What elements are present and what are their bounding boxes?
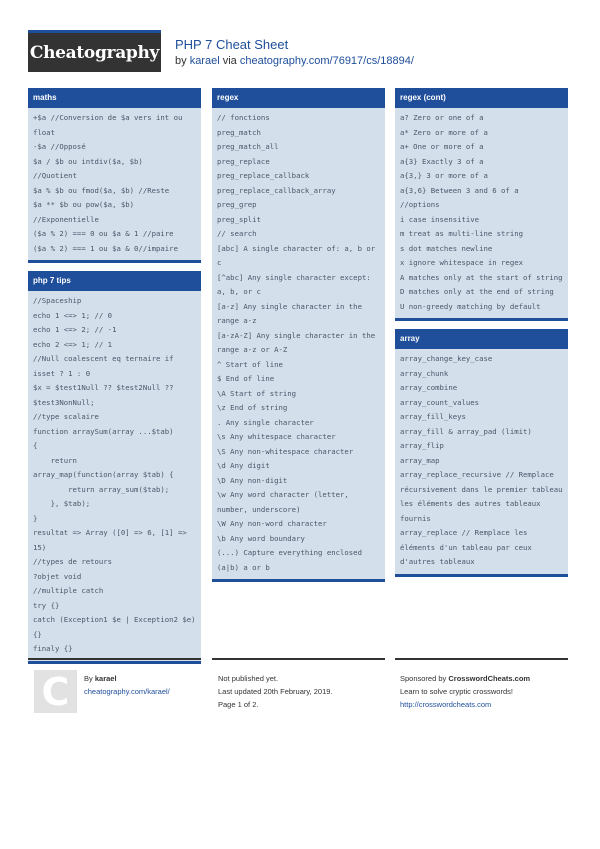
code-line: array_fill_keys [400, 412, 466, 421]
section-maths [28, 88, 201, 263]
title-block [175, 37, 414, 67]
code-line: } [33, 513, 38, 523]
code-line: return array_sum($tab); [33, 484, 170, 494]
code-line: // fonctions [217, 113, 270, 122]
code-line: catch (Exception1 $e | Exception2 $e){} [33, 615, 196, 639]
code-line: . Any single character [217, 417, 314, 427]
code-line: $ End of line [217, 374, 275, 383]
code-line: A matches only at the start of string [400, 272, 563, 282]
footer-by-prefix: By [84, 674, 93, 683]
byline-via: via [222, 55, 237, 67]
section-php7-tips [28, 271, 201, 664]
code-line: //options [400, 200, 440, 209]
code-line: \z End of string [217, 403, 288, 412]
section-regex [212, 88, 385, 582]
code-line: array_map [400, 455, 440, 465]
section-header: maths [28, 88, 201, 108]
code-line: m treat as multi-line string [400, 229, 524, 238]
code-line: $a / $b ou intdiv($a, $b) [33, 156, 143, 166]
avatar-letter: C [41, 669, 70, 714]
section-header: regex [212, 88, 385, 108]
code-line: preg_grep [217, 200, 257, 209]
code-line: a+ One or more of a [400, 142, 484, 151]
sponsor-name: CrosswordCheats.com [448, 674, 531, 683]
sponsor-link[interactable]: http://crosswordcheats.com [400, 700, 492, 709]
column-2 [212, 88, 385, 590]
author-avatar[interactable] [34, 670, 77, 713]
published-status: Not published yet. [218, 674, 279, 683]
code-line: ^ Start of line [217, 359, 283, 369]
section-header: array [395, 329, 568, 349]
code-line: preg_replace_callback [217, 171, 310, 180]
code-line: \d Any digit [217, 461, 270, 470]
footer-divider [212, 658, 385, 660]
sponsor-prefix: Sponsored by [400, 674, 447, 683]
section-body [28, 291, 201, 664]
code-line: //multiple catch [33, 586, 104, 595]
section-array [395, 329, 568, 577]
code-line: try {} [33, 600, 60, 610]
code-line: array_flip [400, 441, 444, 450]
code-line: //Exponentielle [33, 214, 99, 224]
code-line: ($a % 2) === 1 ou $a & 0//impaire [33, 243, 178, 253]
sheet-url-link[interactable]: cheatography.com/76917/cs/18894/ [239, 55, 414, 67]
code-line: preg_replace [217, 156, 270, 166]
code-line: [abc] A single character of: a, b or c [217, 243, 380, 267]
code-line: //Spaceship [33, 296, 82, 305]
code-line: array_map(function(array $tab) { [33, 470, 174, 479]
code-line: }, $tab); [33, 499, 91, 508]
code-line: preg_split [217, 214, 261, 224]
section-body [28, 108, 201, 263]
footer-author-link[interactable]: cheatography.com/karael/ [84, 687, 170, 696]
code-line: array_replace_recursive // Remplace récursivement dans le premier tableau les éléments des autres tableaux fournis [400, 470, 567, 523]
code-line: { [33, 441, 38, 450]
code-line: echo 2 <=> 1; // 1 [33, 339, 113, 349]
code-line: array_replace // Remplace les éléments d'un tableau par ceux d'autres tableaux [400, 528, 537, 566]
code-line: [^abc] Any single character except: a, b, or c [217, 272, 376, 296]
code-line: -$a //Opposé [33, 142, 86, 151]
code-line: i case insensitive [400, 214, 480, 224]
code-line: preg_match_all [217, 142, 279, 151]
code-line: preg_replace_callback_array [217, 185, 336, 195]
code-line: //Null coalescent eq ternaire if isset ? 1 : 0 [33, 354, 178, 378]
code-line: \D Any non-digit [217, 475, 288, 485]
section-header: php 7 tips [28, 271, 201, 291]
section-body [395, 349, 568, 577]
section-body [212, 108, 385, 582]
cheatography-logo[interactable] [28, 30, 161, 72]
code-line: a{3,} 3 or more of a [400, 171, 488, 180]
sponsor-tagline: Learn to solve cryptic crosswords! [400, 687, 513, 696]
footer-divider [28, 658, 201, 660]
code-line: a{3} Exactly 3 of a [400, 156, 484, 166]
section-header: regex (cont) [395, 88, 568, 108]
author-link[interactable]: karael [189, 55, 220, 67]
code-line: //type scalaire [33, 412, 99, 421]
code-line: array_change_key_case [400, 354, 493, 363]
code-line: $x = $test1Null ?? $test2Null ?? $test3NonNull; [33, 383, 178, 407]
code-line: \A Start of string [217, 388, 297, 398]
page-count: Page 1 of 2. [218, 700, 259, 709]
code-line: array_chunk [400, 368, 449, 378]
code-line: function arraySum(array ...$tab) [33, 426, 174, 436]
code-line: ($a % 2) === 0 ou $a & 1 //paire [33, 229, 174, 238]
code-line: array_fill & array_pad (limit) [400, 426, 532, 436]
code-line: //types de retours [33, 557, 113, 566]
code-line: (a|b) a or b [217, 562, 270, 572]
footer-sponsor [400, 672, 530, 711]
section-body [395, 108, 568, 321]
code-line: finaly {} [33, 644, 73, 653]
code-line: return [33, 455, 77, 465]
code-line: \S Any non-whitespace character [217, 446, 354, 456]
code-line: [a-zA-Z] Any single character in the range a-z or A-Z [217, 330, 380, 354]
code-line: \W Any non-word character [217, 519, 327, 528]
code-line: $a ** $b ou pow($a, $b) [33, 200, 135, 209]
footer-publish-info [218, 672, 333, 711]
code-line: D matches only at the end of string [400, 287, 554, 296]
code-line: (...) Capture everything enclosed [217, 548, 362, 557]
code-line: U non-greedy matching by default [400, 301, 541, 311]
code-line: //Quotient [33, 171, 77, 180]
section-regex-cont [395, 88, 568, 321]
code-line: array_combine [400, 383, 458, 392]
code-line: +$a //Conversion de $a vers int ou float [33, 113, 187, 137]
code-line: resultat => Array ([0] => 6, [1] => 15) [33, 528, 192, 552]
footer-author [84, 672, 170, 698]
page-title: PHP 7 Cheat Sheet [175, 37, 289, 52]
byline [175, 55, 414, 67]
code-line: [a-z] Any single character in the range a-z [217, 301, 367, 325]
code-line: echo 1 <=> 1; // 0 [33, 310, 113, 320]
code-line: $a % $b ou fmod($a, $b) //Reste [33, 185, 170, 195]
logo-text: Cheatography [29, 42, 160, 63]
code-line: \w Any word character (letter, number, underscore) [217, 490, 354, 514]
code-line: a{3,6} Between 3 and 6 of a [400, 185, 519, 195]
byline-prefix: by [175, 55, 187, 67]
code-line: s dot matches newline [400, 243, 493, 253]
code-line: array_count_values [400, 397, 480, 407]
footer-divider [395, 658, 568, 660]
code-line: a? Zero or one of a [400, 113, 484, 122]
footer-author-name: karael [94, 674, 117, 683]
last-updated: Last updated 20th February, 2019. [218, 687, 333, 696]
code-line: ?objet void [33, 571, 82, 581]
code-line: // search [217, 229, 257, 238]
code-line: \b Any word boundary [217, 533, 305, 543]
code-line: \s Any whitespace character [217, 432, 336, 441]
code-line: preg_match [217, 127, 261, 137]
code-line: a* Zero or more of a [400, 127, 488, 137]
code-line: echo 1 <=> 2; // -1 [33, 325, 117, 334]
column-1 [28, 88, 201, 672]
code-line: x ignore whitespace in regex [400, 258, 524, 267]
column-3 [395, 88, 568, 585]
